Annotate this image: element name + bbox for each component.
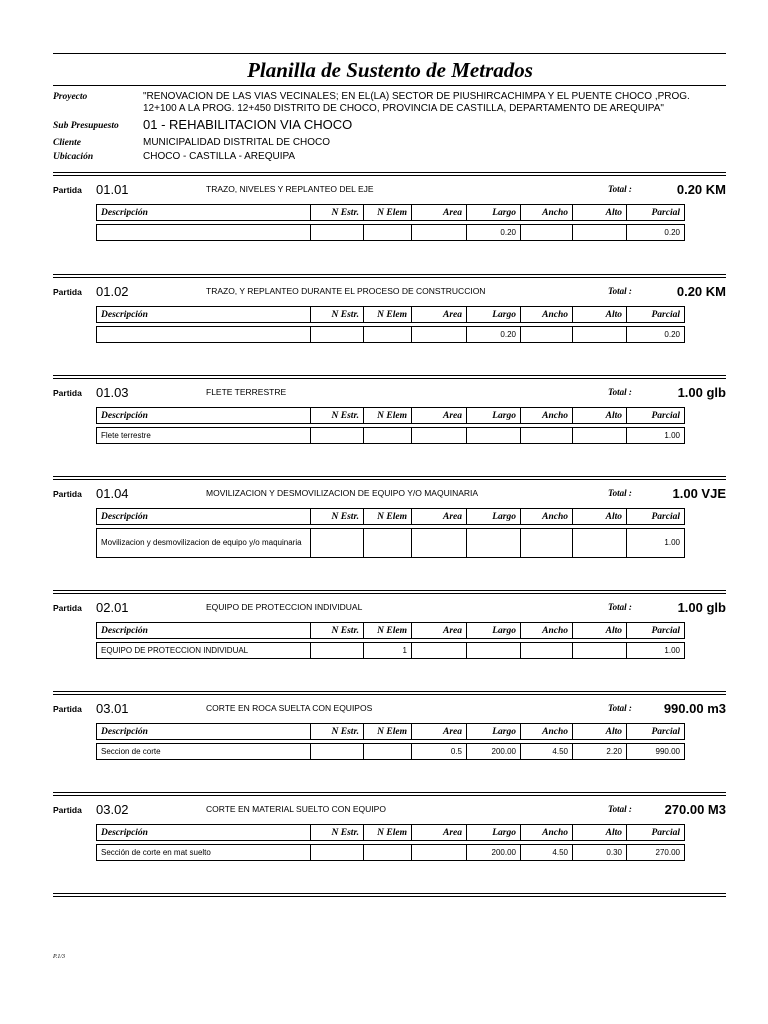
table-cell: 1 xyxy=(364,643,412,659)
column-header: N Elem xyxy=(364,623,412,639)
partida-label: Partida xyxy=(53,704,82,714)
table-header-row xyxy=(97,408,685,424)
column-header: Parcial xyxy=(627,623,685,639)
column-header: Alto xyxy=(573,307,627,323)
partida-total: 270.00 M3 xyxy=(664,802,726,817)
partida-total: 1.00 glb xyxy=(677,385,726,400)
table-cell xyxy=(364,428,412,444)
table-cell xyxy=(364,845,412,861)
table-cell: 4.50 xyxy=(521,845,573,861)
partida-description: MOVILIZACION Y DESMOVILIZACION DE EQUIPO Y/O MAQUINARIA xyxy=(206,488,479,498)
table-cell xyxy=(573,643,627,659)
partida-description: TRAZO, NIVELES Y REPLANTEO DEL EJE xyxy=(206,184,374,194)
column-header: N Elem xyxy=(364,408,412,424)
table-cell: 1.00 xyxy=(627,529,685,558)
partida-section xyxy=(0,172,768,272)
table-row xyxy=(97,845,685,861)
column-header: Largo xyxy=(467,408,521,424)
table-cell: 270.00 xyxy=(627,845,685,861)
metrado-table xyxy=(96,622,685,659)
partida-code: 02.01 xyxy=(96,600,129,615)
table-cell: Flete terrestre xyxy=(97,428,311,444)
column-header: Area xyxy=(412,825,467,841)
title-rule xyxy=(53,85,726,86)
partida-description: TRAZO, Y REPLANTEO DURANTE EL PROCESO DE CONSTRUCCION xyxy=(206,286,486,296)
column-header: Descripción xyxy=(97,307,311,323)
table-cell xyxy=(97,327,311,343)
table-cell xyxy=(412,845,467,861)
page-number: P.1/3 xyxy=(53,954,66,960)
table-header-row xyxy=(97,623,685,639)
partida-code: 01.02 xyxy=(96,284,129,299)
table-cell: 200.00 xyxy=(467,744,521,760)
table-cell xyxy=(573,327,627,343)
column-header: N Estr. xyxy=(311,724,364,740)
ubicacion-label: Ubicación xyxy=(53,152,94,162)
table-cell xyxy=(412,428,467,444)
total-label: Total : xyxy=(608,804,632,814)
table-cell xyxy=(521,529,573,558)
column-header: Parcial xyxy=(627,724,685,740)
column-header: Area xyxy=(412,623,467,639)
table-cell xyxy=(467,529,521,558)
partida-label: Partida xyxy=(53,603,82,613)
section-rule xyxy=(53,691,726,695)
table-cell xyxy=(573,225,627,241)
column-header: Largo xyxy=(467,825,521,841)
table-cell: 990.00 xyxy=(627,744,685,760)
column-header: Ancho xyxy=(521,623,573,639)
column-header: Alto xyxy=(573,623,627,639)
total-label: Total : xyxy=(608,703,632,713)
proyecto-label: Proyecto xyxy=(53,92,88,102)
column-header: N Estr. xyxy=(311,408,364,424)
table-header-row xyxy=(97,724,685,740)
section-rule xyxy=(53,274,726,278)
column-header: Alto xyxy=(573,205,627,221)
partida-section xyxy=(0,792,768,892)
table-cell xyxy=(521,428,573,444)
table-cell xyxy=(521,225,573,241)
table-header-row xyxy=(97,307,685,323)
column-header: Descripción xyxy=(97,509,311,525)
metrado-table xyxy=(96,306,685,343)
table-cell: 0.5 xyxy=(412,744,467,760)
table-cell: 0.20 xyxy=(627,225,685,241)
metrado-table xyxy=(96,407,685,444)
table-cell: 200.00 xyxy=(467,845,521,861)
column-header: Area xyxy=(412,307,467,323)
column-header: Largo xyxy=(467,623,521,639)
column-header: N Estr. xyxy=(311,623,364,639)
column-header: N Estr. xyxy=(311,509,364,525)
section-rule xyxy=(53,375,726,379)
table-header-row xyxy=(97,205,685,221)
column-header: Descripción xyxy=(97,724,311,740)
proyecto-value-line2: 12+100 A LA PROG. 12+450 DISTRITO DE CHOCO, PROVINCIA DE CASTILLA, DEPARTAMENTO DE AREQUIPA" xyxy=(143,103,664,114)
partida-description: CORTE EN ROCA SUELTA CON EQUIPOS xyxy=(206,703,373,713)
table-cell: 2.20 xyxy=(573,744,627,760)
column-header: Descripción xyxy=(97,408,311,424)
partida-description: FLETE TERRESTRE xyxy=(206,387,287,397)
column-header: N Estr. xyxy=(311,307,364,323)
partida-description: CORTE EN MATERIAL SUELTO CON EQUIPO xyxy=(206,804,386,814)
total-label: Total : xyxy=(608,602,632,612)
table-cell xyxy=(311,428,364,444)
column-header: Area xyxy=(412,408,467,424)
partida-section xyxy=(0,274,768,374)
table-cell xyxy=(364,327,412,343)
partida-section xyxy=(0,590,768,690)
column-header: N Elem xyxy=(364,509,412,525)
table-cell xyxy=(573,529,627,558)
table-row xyxy=(97,643,685,659)
column-header: Ancho xyxy=(521,825,573,841)
partida-code: 01.01 xyxy=(96,182,129,197)
column-header: Descripción xyxy=(97,825,311,841)
table-cell xyxy=(412,529,467,558)
column-header: Ancho xyxy=(521,307,573,323)
column-header: Parcial xyxy=(627,509,685,525)
table-header-row xyxy=(97,509,685,525)
proyecto-value-line1: "RENOVACION DE LAS VIAS VECINALES; EN EL(LA) SECTOR DE PIUSHIRCACHIMPA Y EL PUENTE CHOCO ,PROG. xyxy=(143,91,690,102)
column-header: Alto xyxy=(573,509,627,525)
column-header: Area xyxy=(412,509,467,525)
section-rule xyxy=(53,792,726,796)
partida-label: Partida xyxy=(53,185,82,195)
partida-total: 990.00 m3 xyxy=(663,701,726,716)
partida-total: 0.20 KM xyxy=(676,182,726,197)
column-header: Largo xyxy=(467,307,521,323)
document-title: Planilla de Sustento de Metrados xyxy=(247,58,533,82)
metrado-table xyxy=(96,508,685,558)
column-header: N Elem xyxy=(364,724,412,740)
subpresupuesto-value: 01 - REHABILITACION VIA CHOCO xyxy=(143,117,353,132)
table-cell xyxy=(364,529,412,558)
column-header: Parcial xyxy=(627,205,685,221)
table-row xyxy=(97,744,685,760)
partida-total: 1.00 glb xyxy=(677,600,726,615)
table-cell xyxy=(412,643,467,659)
table-cell: EQUIPO DE PROTECCION INDIVIDUAL xyxy=(97,643,311,659)
column-header: Descripción xyxy=(97,205,311,221)
table-cell xyxy=(412,225,467,241)
table-cell xyxy=(311,529,364,558)
total-label: Total : xyxy=(608,286,632,296)
column-header: N Elem xyxy=(364,205,412,221)
column-header: Area xyxy=(412,205,467,221)
column-header: Parcial xyxy=(627,307,685,323)
partida-code: 01.03 xyxy=(96,385,129,400)
cliente-label: Cliente xyxy=(53,138,81,148)
table-cell: 0.20 xyxy=(627,327,685,343)
table-cell xyxy=(521,327,573,343)
table-cell xyxy=(467,643,521,659)
column-header: Ancho xyxy=(521,509,573,525)
partida-total: 1.00 VJE xyxy=(672,486,726,501)
total-label: Total : xyxy=(608,184,632,194)
column-header: Alto xyxy=(573,724,627,740)
metrado-table xyxy=(96,723,685,760)
total-label: Total : xyxy=(608,488,632,498)
partida-label: Partida xyxy=(53,287,82,297)
closing-rule xyxy=(53,893,726,897)
partida-section xyxy=(0,375,768,475)
column-header: Descripción xyxy=(97,623,311,639)
table-cell xyxy=(467,428,521,444)
table-cell xyxy=(97,225,311,241)
column-header: Area xyxy=(412,724,467,740)
subpresupuesto-label: Sub Presupuesto xyxy=(53,121,119,131)
table-cell: 4.50 xyxy=(521,744,573,760)
partida-code: 03.02 xyxy=(96,802,129,817)
partida-code: 01.04 xyxy=(96,486,129,501)
metrado-table xyxy=(96,204,685,241)
table-row xyxy=(97,428,685,444)
table-row xyxy=(97,327,685,343)
total-label: Total : xyxy=(608,387,632,397)
column-header: N Estr. xyxy=(311,205,364,221)
section-rule xyxy=(53,476,726,480)
column-header: N Elem xyxy=(364,825,412,841)
table-cell xyxy=(311,327,364,343)
table-cell: Movilizacion y desmovilizacion de equipo y/o maquinaria xyxy=(97,529,311,558)
metrado-table xyxy=(96,824,685,861)
column-header: Ancho xyxy=(521,205,573,221)
partida-section xyxy=(0,476,768,576)
table-cell xyxy=(311,643,364,659)
table-cell xyxy=(412,327,467,343)
section-rule xyxy=(53,172,726,176)
table-cell: 0.20 xyxy=(467,327,521,343)
partida-label: Partida xyxy=(53,388,82,398)
partida-description: EQUIPO DE PROTECCION INDIVIDUAL xyxy=(206,602,363,612)
table-row xyxy=(97,529,685,558)
table-header-row xyxy=(97,825,685,841)
table-cell: 0.30 xyxy=(573,845,627,861)
partida-total: 0.20 KM xyxy=(676,284,726,299)
cliente-value: MUNICIPALIDAD DISTRITAL DE CHOCO xyxy=(143,137,331,148)
table-cell xyxy=(311,845,364,861)
table-cell xyxy=(311,225,364,241)
column-header: Largo xyxy=(467,509,521,525)
column-header: Ancho xyxy=(521,408,573,424)
column-header: Largo xyxy=(467,205,521,221)
table-row xyxy=(97,225,685,241)
top-rule xyxy=(53,53,726,54)
partida-code: 03.01 xyxy=(96,701,129,716)
column-header: N Elem xyxy=(364,307,412,323)
section-rule xyxy=(53,590,726,594)
column-header: Parcial xyxy=(627,408,685,424)
column-header: Largo xyxy=(467,724,521,740)
partida-section xyxy=(0,691,768,791)
table-cell xyxy=(311,744,364,760)
column-header: N Estr. xyxy=(311,825,364,841)
column-header: Ancho xyxy=(521,724,573,740)
column-header: Parcial xyxy=(627,825,685,841)
table-cell xyxy=(521,643,573,659)
table-cell: 1.00 xyxy=(627,428,685,444)
table-cell xyxy=(364,744,412,760)
table-cell: 0.20 xyxy=(467,225,521,241)
partida-label: Partida xyxy=(53,489,82,499)
column-header: Alto xyxy=(573,825,627,841)
table-cell: Sección de corte en mat suelto xyxy=(97,845,311,861)
table-cell xyxy=(573,428,627,444)
column-header: Alto xyxy=(573,408,627,424)
table-cell xyxy=(364,225,412,241)
partida-label: Partida xyxy=(53,805,82,815)
ubicacion-value: CHOCO - CASTILLA - AREQUIPA xyxy=(143,151,296,162)
table-cell: Seccion de corte xyxy=(97,744,311,760)
table-cell: 1.00 xyxy=(627,643,685,659)
